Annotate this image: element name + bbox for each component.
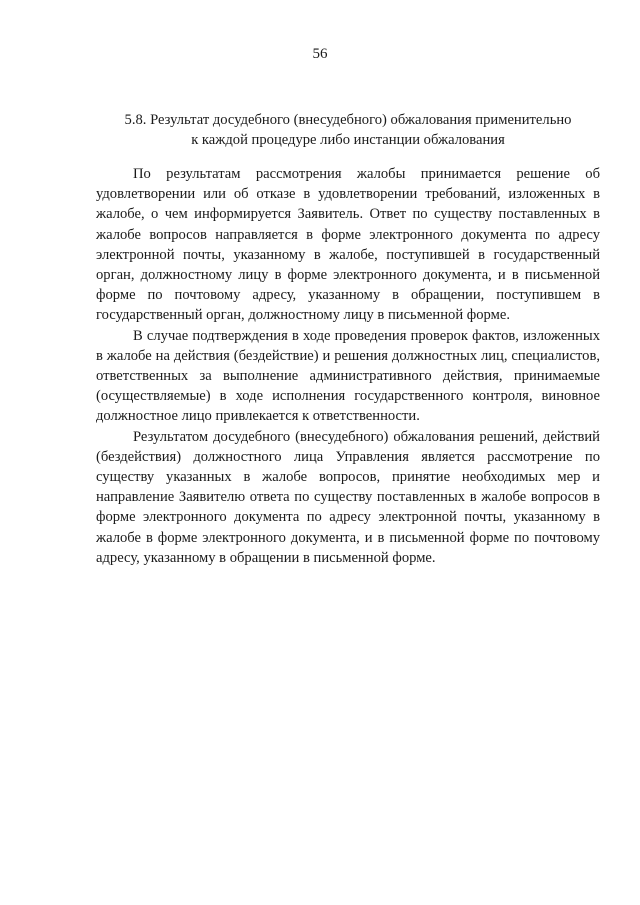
section-heading <box>96 110 600 150</box>
section-heading-line-1: 5.8. Результат досудебного (внесудебного) обжалования применительно <box>124 112 572 128</box>
paragraph-violation-confirmed: В случае подтверждения в ходе проведения проверок фактов, изложенных в жалобе на действия (бездействие) и решения должностных лиц, специалистов, ответственных за выполнение административного действия, принимаемые (осуществляемые) в ходе исполнения государственного контроля, виновное должностное лицо привлекается к ответственности. <box>96 327 600 425</box>
section-heading-line-2: к каждой процедуре либо инстанции обжалования <box>191 132 505 148</box>
body-text <box>96 164 600 568</box>
paragraph-appeal-result: Результатом досудебного (внесудебного) обжалования решений, действий (бездействия) должностного лица Управления является рассмотрение по существу указанных в жалобе вопросов, принятие необходимых мер и направление Заявителю ответа по существу поставленных в жалобе вопросов в форме электронного документа по адресу электронной почты, указанному в жалобе в форме электронного документа, и в письменной форме по почтовому адресу, указанному в обращении в письменной форме. <box>96 428 600 566</box>
paragraph-complaint-decision: По результатам рассмотрения жалобы принимается решение об удовлетворении или об отказе в удовлетворении требований, изложенных в жалобе, о чем информируется Заявитель. Ответ по существу поставленных в жалобе вопросов направляется в форме электронного документа по адресу электронной почты, указанному в жалобе, поступившей в государственный орган, должностному лицу в форме электронного документа, и в письменной форме по почтовому адресу, указанному в обращении, поступившем в государственный орган, должностному лицу в письменной форме. <box>96 166 600 324</box>
page-number: 56 <box>312 46 328 62</box>
